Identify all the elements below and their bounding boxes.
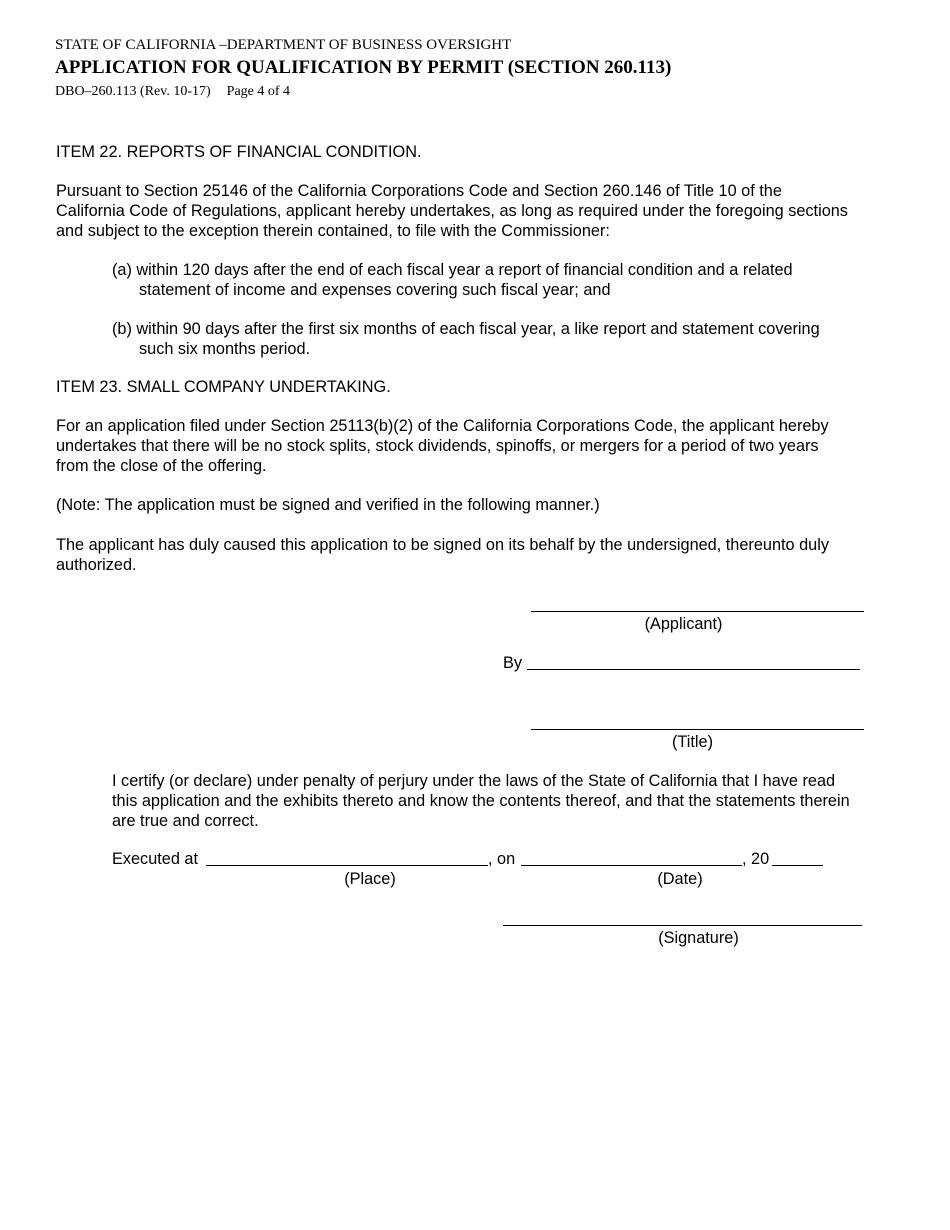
form-number: DBO–260.113 (Rev. 10-17): [55, 84, 211, 99]
clause-b-line: such six months period.: [139, 340, 311, 358]
item23-para-line: undertakes that there will be no stock splits, stock dividends, spinoffs, or mergers for a period of two years: [56, 437, 819, 455]
form-meta: [55, 84, 290, 100]
form-title: APPLICATION FOR QUALIFICATION BY PERMIT (SECTION 260.113): [55, 57, 672, 78]
clause-b-line: (b) within 90 days after the first six months of each fiscal year, a like report and statement covering: [112, 320, 820, 338]
certify-line: I certify (or declare) under penalty of perjury under the laws of the State of California that I have read: [112, 772, 836, 790]
item23-para-line: For an application filed under Section 25113(b)(2) of the California Corporations Code, the applicant hereby: [56, 417, 829, 435]
signed-para-line: The applicant has duly caused this application to be signed on its behalf by the undersigned, thereunto duly: [56, 536, 829, 554]
item23-para-line: from the close of the offering.: [56, 457, 267, 475]
certification-paragraph: [112, 771, 850, 831]
place-line[interactable]: [206, 865, 488, 866]
title-label: (Title): [672, 733, 713, 751]
by-label: By: [503, 654, 523, 672]
executed-at-label: Executed at: [112, 850, 198, 868]
by-line[interactable]: [527, 669, 860, 670]
agency-name: STATE OF CALIFORNIA –DEPARTMENT OF BUSINESS OVERSIGHT: [55, 37, 512, 53]
item22-paragraph: [56, 181, 848, 241]
applicant-label: (Applicant): [644, 615, 723, 633]
on-label: , on: [488, 850, 516, 868]
page-number: Page 4 of 4: [226, 84, 291, 99]
date-label: (Date): [657, 870, 703, 888]
item23-paragraph: [56, 416, 829, 476]
clause-a-line: (a) within 120 days after the end of each fiscal year a report of financial condition and a related: [112, 261, 793, 279]
item22-clause-b: [112, 319, 820, 359]
item22-para-line: California Code of Regulations, applicant hereby undertakes, as long as required under the foregoing sections: [56, 202, 848, 220]
signature-line[interactable]: [503, 925, 862, 926]
item22-para-line: Pursuant to Section 25146 of the California Corporations Code and Section 260.146 of Title 10 of the: [56, 182, 782, 200]
applicant-line[interactable]: [531, 611, 864, 612]
item22-clause-a: [112, 260, 793, 300]
item22-heading: ITEM 22. REPORTS OF FINANCIAL CONDITION.: [56, 143, 422, 161]
item22-para-line: and subject to the exception therein contained, to file with the Commissioner:: [56, 222, 610, 240]
signature-label: (Signature): [658, 929, 739, 947]
signed-paragraph: [56, 535, 829, 575]
place-label: (Place): [344, 870, 396, 888]
title-line[interactable]: [531, 729, 864, 730]
signing-note: (Note: The application must be signed and verified in the following manner.): [56, 496, 600, 514]
date-line[interactable]: [521, 865, 742, 866]
item23-heading: ITEM 23. SMALL COMPANY UNDERTAKING.: [56, 378, 391, 396]
certify-line: this application and the exhibits thereto and know the contents thereof, and that the statements therein: [112, 792, 850, 810]
signed-para-line: authorized.: [56, 556, 137, 574]
year-line[interactable]: [772, 865, 823, 866]
clause-a-line: statement of income and expenses covering such fiscal year; and: [139, 281, 611, 299]
year-prefix: , 20: [742, 850, 770, 868]
certify-line: are true and correct.: [112, 812, 259, 830]
